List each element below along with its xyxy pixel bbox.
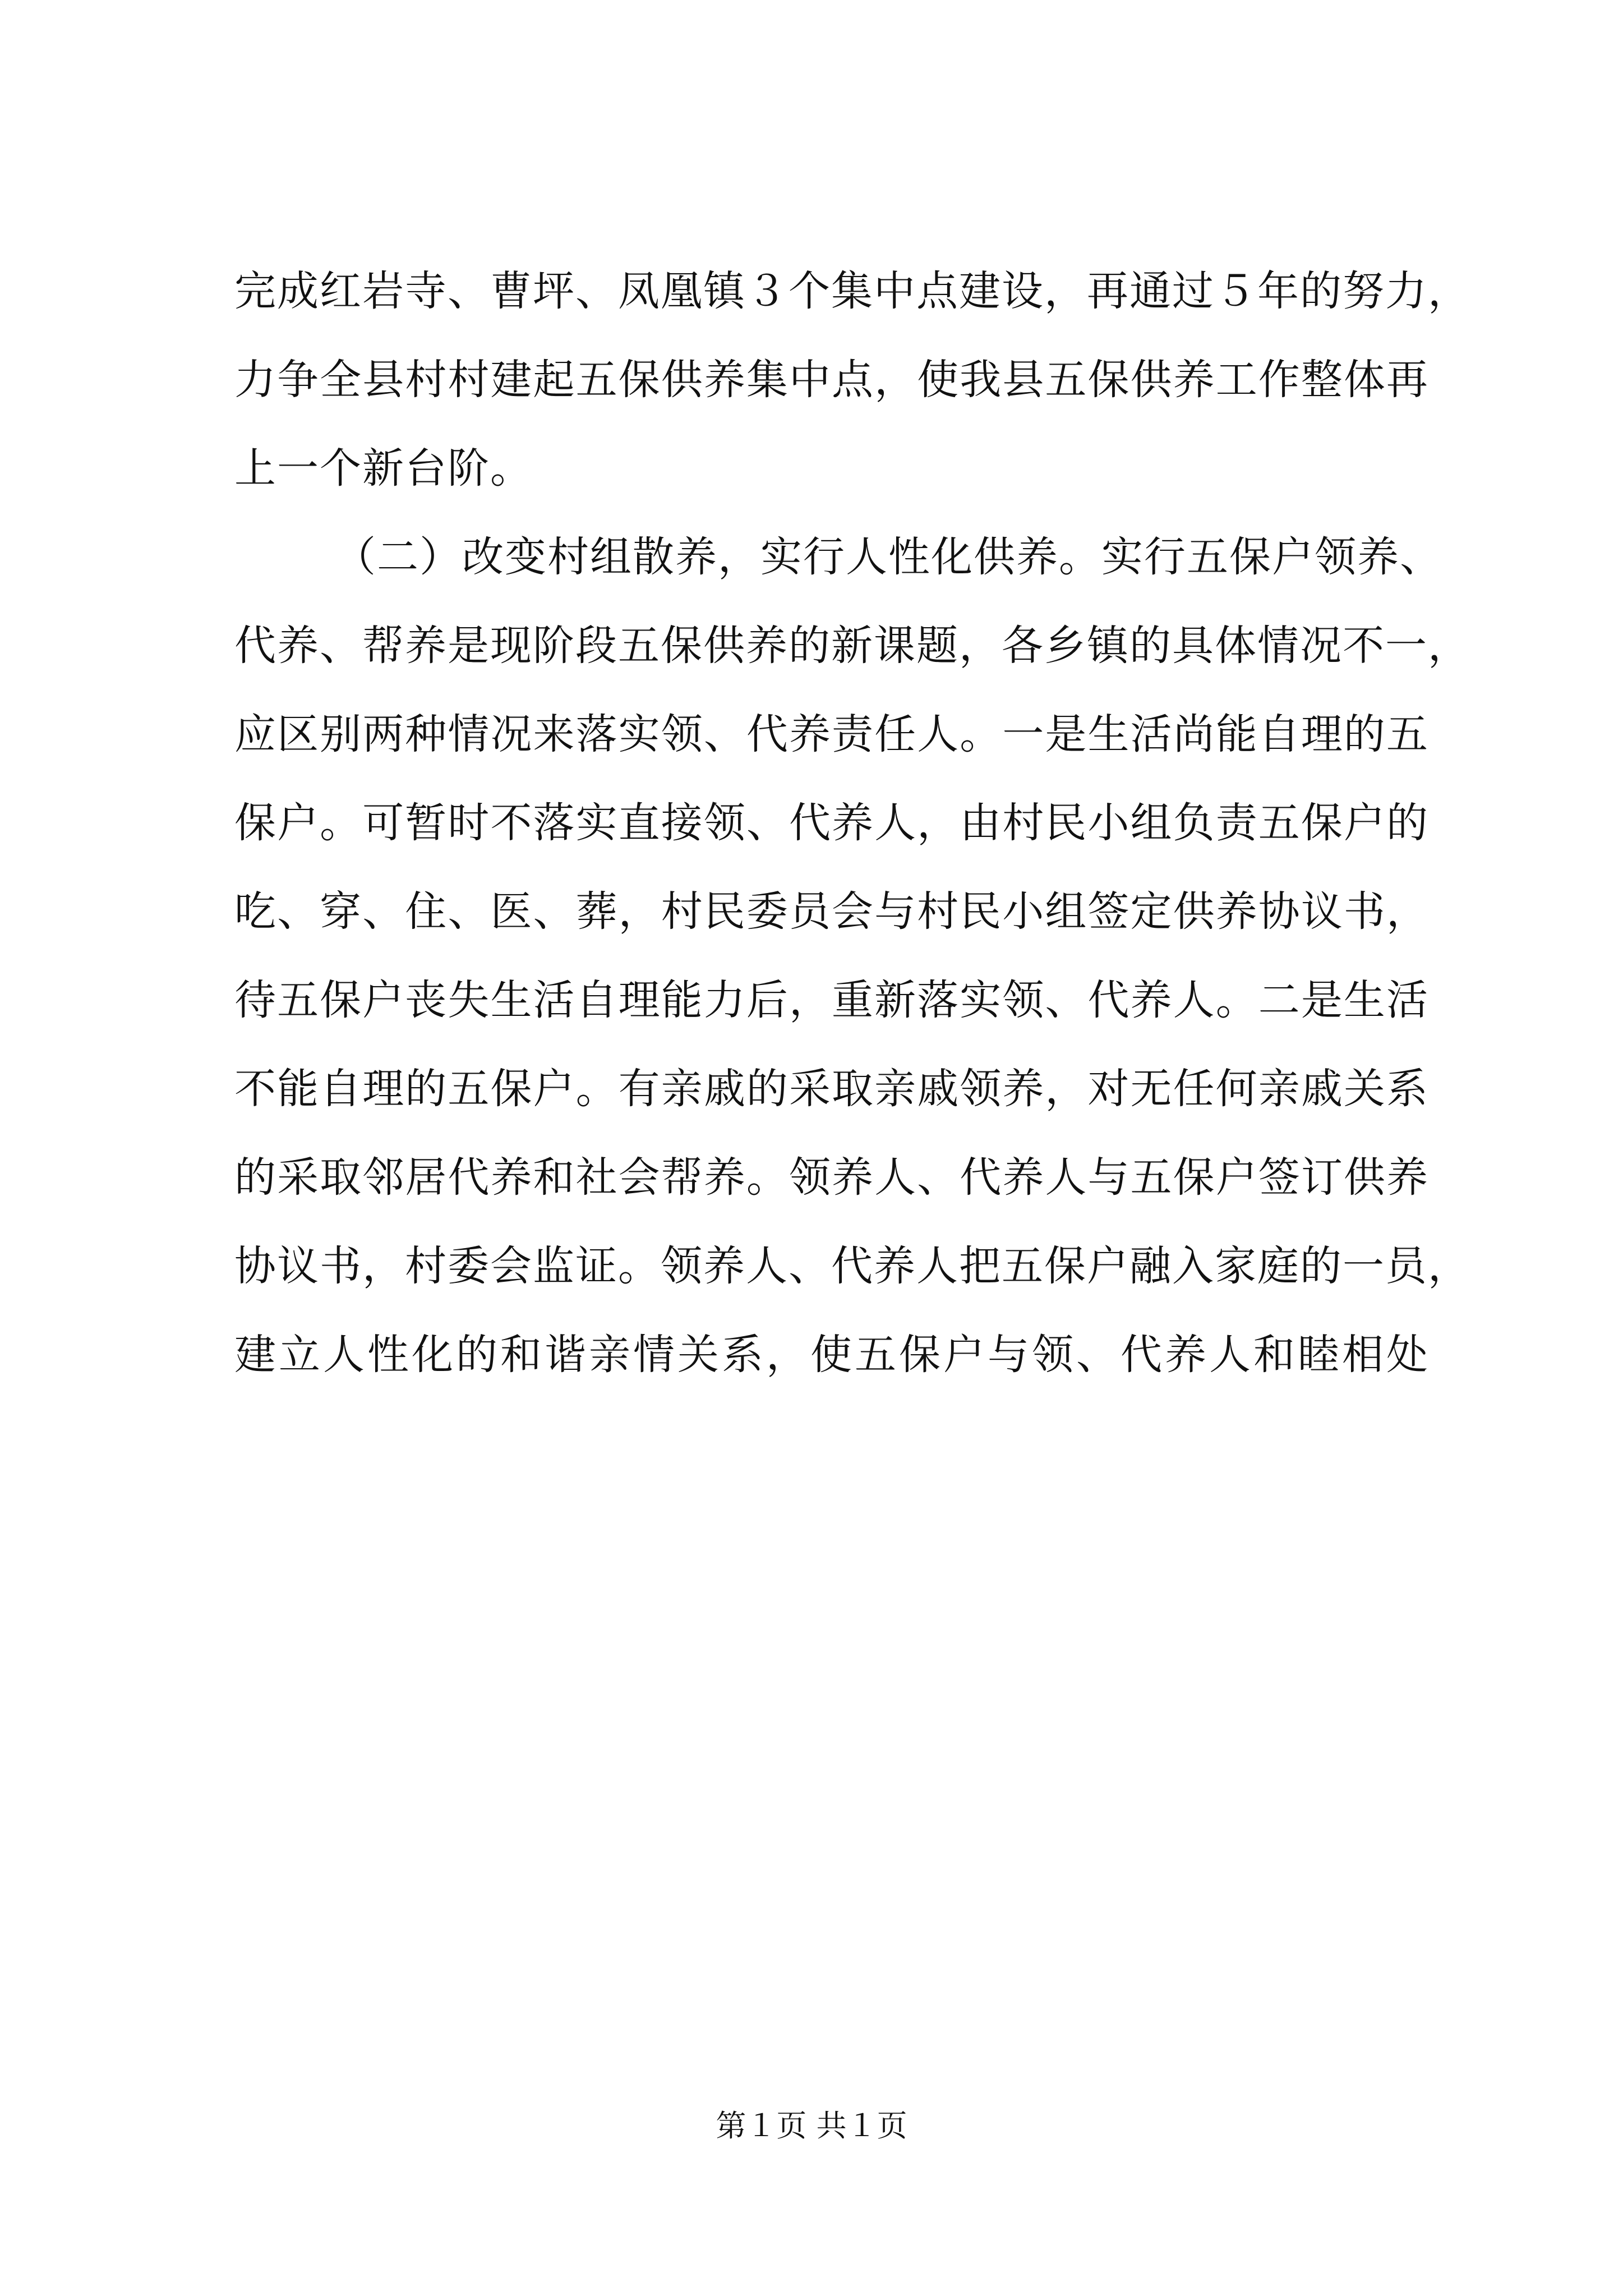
paragraph-1 [234, 247, 1470, 513]
text-line: 的采取邻居代养和社会帮养。领养人、代养人与五保户签订供养 [234, 1153, 1429, 1202]
text-line: 代养、帮养是现阶段五保供养的新课题，各乡镇的具体情况不一， [234, 622, 1470, 670]
text-line: 吃、穿、住、医、葬，村民委员会与村民小组签定供养协议书， [234, 887, 1429, 936]
text-line: 协议书，村委会监证。领养人、代养人把五保户融入家庭的一员， [234, 1242, 1470, 1290]
text-line: 不能自理的五保户。有亲戚的采取亲戚领养，对无任何亲戚关系 [234, 1065, 1429, 1113]
text-line: 上一个新台阶。 [234, 444, 533, 493]
text-line: （二）改变村组散养，实行人性化供养。实行五保户领养、 [334, 533, 1442, 581]
text-line: 建立人性化的和谐亲情关系，使五保户与领、代养人和睦相处 [234, 1331, 1429, 1379]
page-footer: 第１页 共１页 [716, 2108, 907, 2143]
document-body [234, 247, 1470, 1399]
paragraph-2 [234, 513, 1470, 1399]
text-line: 完成红岩寺、曹坪、凤凰镇３个集中点建设，再通过５年的努力， [234, 267, 1470, 315]
text-line: 待五保户丧失生活自理能力后，重新落实领、代养人。二是生活 [234, 976, 1429, 1024]
text-line: 力争全县村村建起五保供养集中点，使我县五保供养工作整体再 [234, 356, 1429, 404]
text-line: 应区别两种情况来落实领、代养责任人。一是生活尚能自理的五 [234, 710, 1429, 758]
text-line: 保户。可暂时不落实直接领、代养人，由村民小组负责五保户的 [234, 799, 1429, 847]
